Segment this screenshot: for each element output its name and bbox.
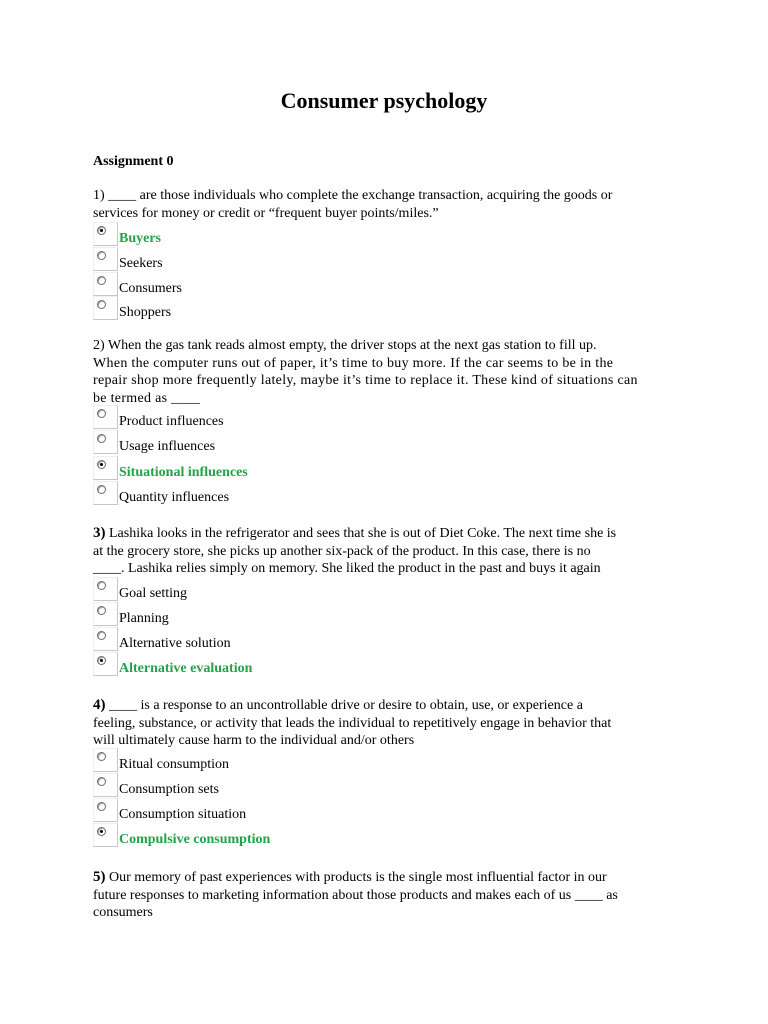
question-text-line: services for money or credit or “frequent buyer points/miles.” [93, 205, 439, 221]
question-3 [93, 525, 763, 578]
option-label: Buyers [119, 231, 161, 246]
radio-button[interactable] [93, 652, 118, 676]
radio-button[interactable] [93, 602, 118, 626]
option-goal-setting[interactable] [93, 577, 513, 602]
question-text-line: at the grocery store, she picks up another six-pack of the product. In this case, there is no [93, 543, 591, 559]
option-ritual-consumption[interactable] [93, 748, 513, 773]
option-label: Seekers [119, 256, 163, 271]
option-label: Compulsive consumption [119, 832, 271, 847]
radio-button[interactable] [93, 798, 118, 822]
radio-button-icon[interactable] [97, 752, 106, 761]
question-number: 3) [93, 525, 106, 541]
question-text-line: be termed as ____ [93, 390, 201, 406]
radio-button-icon[interactable] [97, 656, 106, 665]
radio-button-icon[interactable] [97, 485, 106, 494]
option-label: Alternative evaluation [119, 661, 253, 676]
option-label: Goal setting [119, 586, 188, 601]
question-text: When the gas tank reads almost empty, the driver stops at the next gas station to fill up. [107, 338, 597, 353]
radio-button[interactable] [93, 577, 118, 601]
question-text: ____ is a response to an uncontrollable drive or desire to obtain, use, or experience a [109, 698, 583, 713]
question-5 [93, 869, 763, 922]
question-text-line: feeling, substance, or activity that leads the individual to repetitively engage in behavior that [93, 715, 612, 731]
radio-button-icon[interactable] [97, 226, 106, 235]
page-title: Consumer psychology [280, 88, 488, 113]
radio-button-icon[interactable] [97, 251, 106, 260]
option-label: Shoppers [119, 305, 172, 320]
question-text-line: will ultimately cause harm to the individual and/or others [93, 733, 415, 749]
radio-button-icon[interactable] [97, 802, 106, 811]
question-number: 2) [93, 338, 105, 353]
option-label: Product influences [119, 414, 224, 429]
option-label: Consumption situation [119, 807, 247, 822]
question-number: 4) [93, 697, 106, 713]
radio-button[interactable] [93, 748, 118, 772]
option-label: Alternative solution [119, 636, 231, 651]
question-4 [93, 697, 763, 750]
option-usage-influences[interactable] [93, 430, 513, 455]
option-alternative-evaluation[interactable] [93, 652, 513, 677]
option-shoppers[interactable] [93, 296, 513, 321]
option-label: Consumers [119, 281, 182, 296]
question-text-line: When the computer runs out of paper, it’s time to buy more. If the car seems to be in the [93, 355, 614, 371]
option-label: Ritual consumption [119, 757, 230, 772]
radio-button[interactable] [93, 405, 118, 429]
question-text: Lashika looks in the refrigerator and sees that she is out of Diet Coke. The next time she is [109, 526, 617, 541]
option-label: Quantity influences [119, 490, 230, 505]
option-situational-influences[interactable] [93, 456, 513, 481]
radio-button-icon[interactable] [97, 581, 106, 590]
option-compulsive-consumption[interactable] [93, 823, 513, 848]
question-text-line: repair shop more frequently lately, maybe it’s time to replace it. These kind of situations can [93, 373, 638, 389]
radio-button-icon[interactable] [97, 409, 106, 418]
question-text-line [93, 869, 763, 887]
option-label: Situational influences [119, 465, 248, 480]
radio-button-icon[interactable] [97, 631, 106, 640]
option-consumption-situation[interactable] [93, 798, 513, 823]
assignment-heading: Assignment 0 [93, 154, 174, 169]
radio-button-icon[interactable] [97, 300, 106, 309]
radio-button[interactable] [93, 627, 118, 651]
option-alternative-solution[interactable] [93, 627, 513, 652]
radio-button[interactable] [93, 456, 118, 480]
question-text-line [93, 525, 763, 543]
radio-button[interactable] [93, 823, 118, 847]
question-text-line [93, 337, 763, 355]
option-consumers[interactable] [93, 272, 513, 297]
radio-button-icon[interactable] [97, 434, 106, 443]
option-quantity-influences[interactable] [93, 481, 513, 506]
question-text-line [93, 187, 763, 205]
option-label: Consumption sets [119, 782, 219, 797]
radio-button-icon[interactable] [97, 606, 106, 615]
question-number: 1) [93, 188, 105, 203]
radio-button-icon[interactable] [97, 777, 106, 786]
radio-button[interactable] [93, 222, 118, 246]
question-text-line: ____. Lashika relies simply on memory. She liked the product in the past and buys it again [93, 561, 601, 577]
question-1 [93, 187, 763, 222]
question-text-line: future responses to marketing information about those products and makes each of us ____ as [93, 887, 618, 903]
option-label: Planning [119, 611, 169, 626]
radio-button[interactable] [93, 430, 118, 454]
question-2 [93, 337, 763, 407]
question-text-line [93, 697, 763, 715]
question-text: ____ are those individuals who complete the exchange transaction, acquiring the goods or [108, 188, 613, 203]
question-number: 5) [93, 869, 106, 885]
radio-button[interactable] [93, 773, 118, 797]
question-text-line: consumers [93, 905, 153, 921]
radio-button[interactable] [93, 296, 118, 320]
option-consumption-sets[interactable] [93, 773, 513, 798]
option-buyers[interactable] [93, 222, 513, 247]
radio-button-icon[interactable] [97, 827, 106, 836]
option-label: Usage influences [119, 439, 216, 454]
radio-button[interactable] [93, 481, 118, 505]
option-product-influences[interactable] [93, 405, 513, 430]
option-planning[interactable] [93, 602, 513, 627]
question-text: Our memory of past experiences with products is the single most influential factor in our [109, 870, 607, 885]
radio-button[interactable] [93, 272, 118, 296]
radio-button-icon[interactable] [97, 276, 106, 285]
option-seekers[interactable] [93, 247, 513, 272]
radio-button-icon[interactable] [97, 460, 106, 469]
radio-button[interactable] [93, 247, 118, 271]
